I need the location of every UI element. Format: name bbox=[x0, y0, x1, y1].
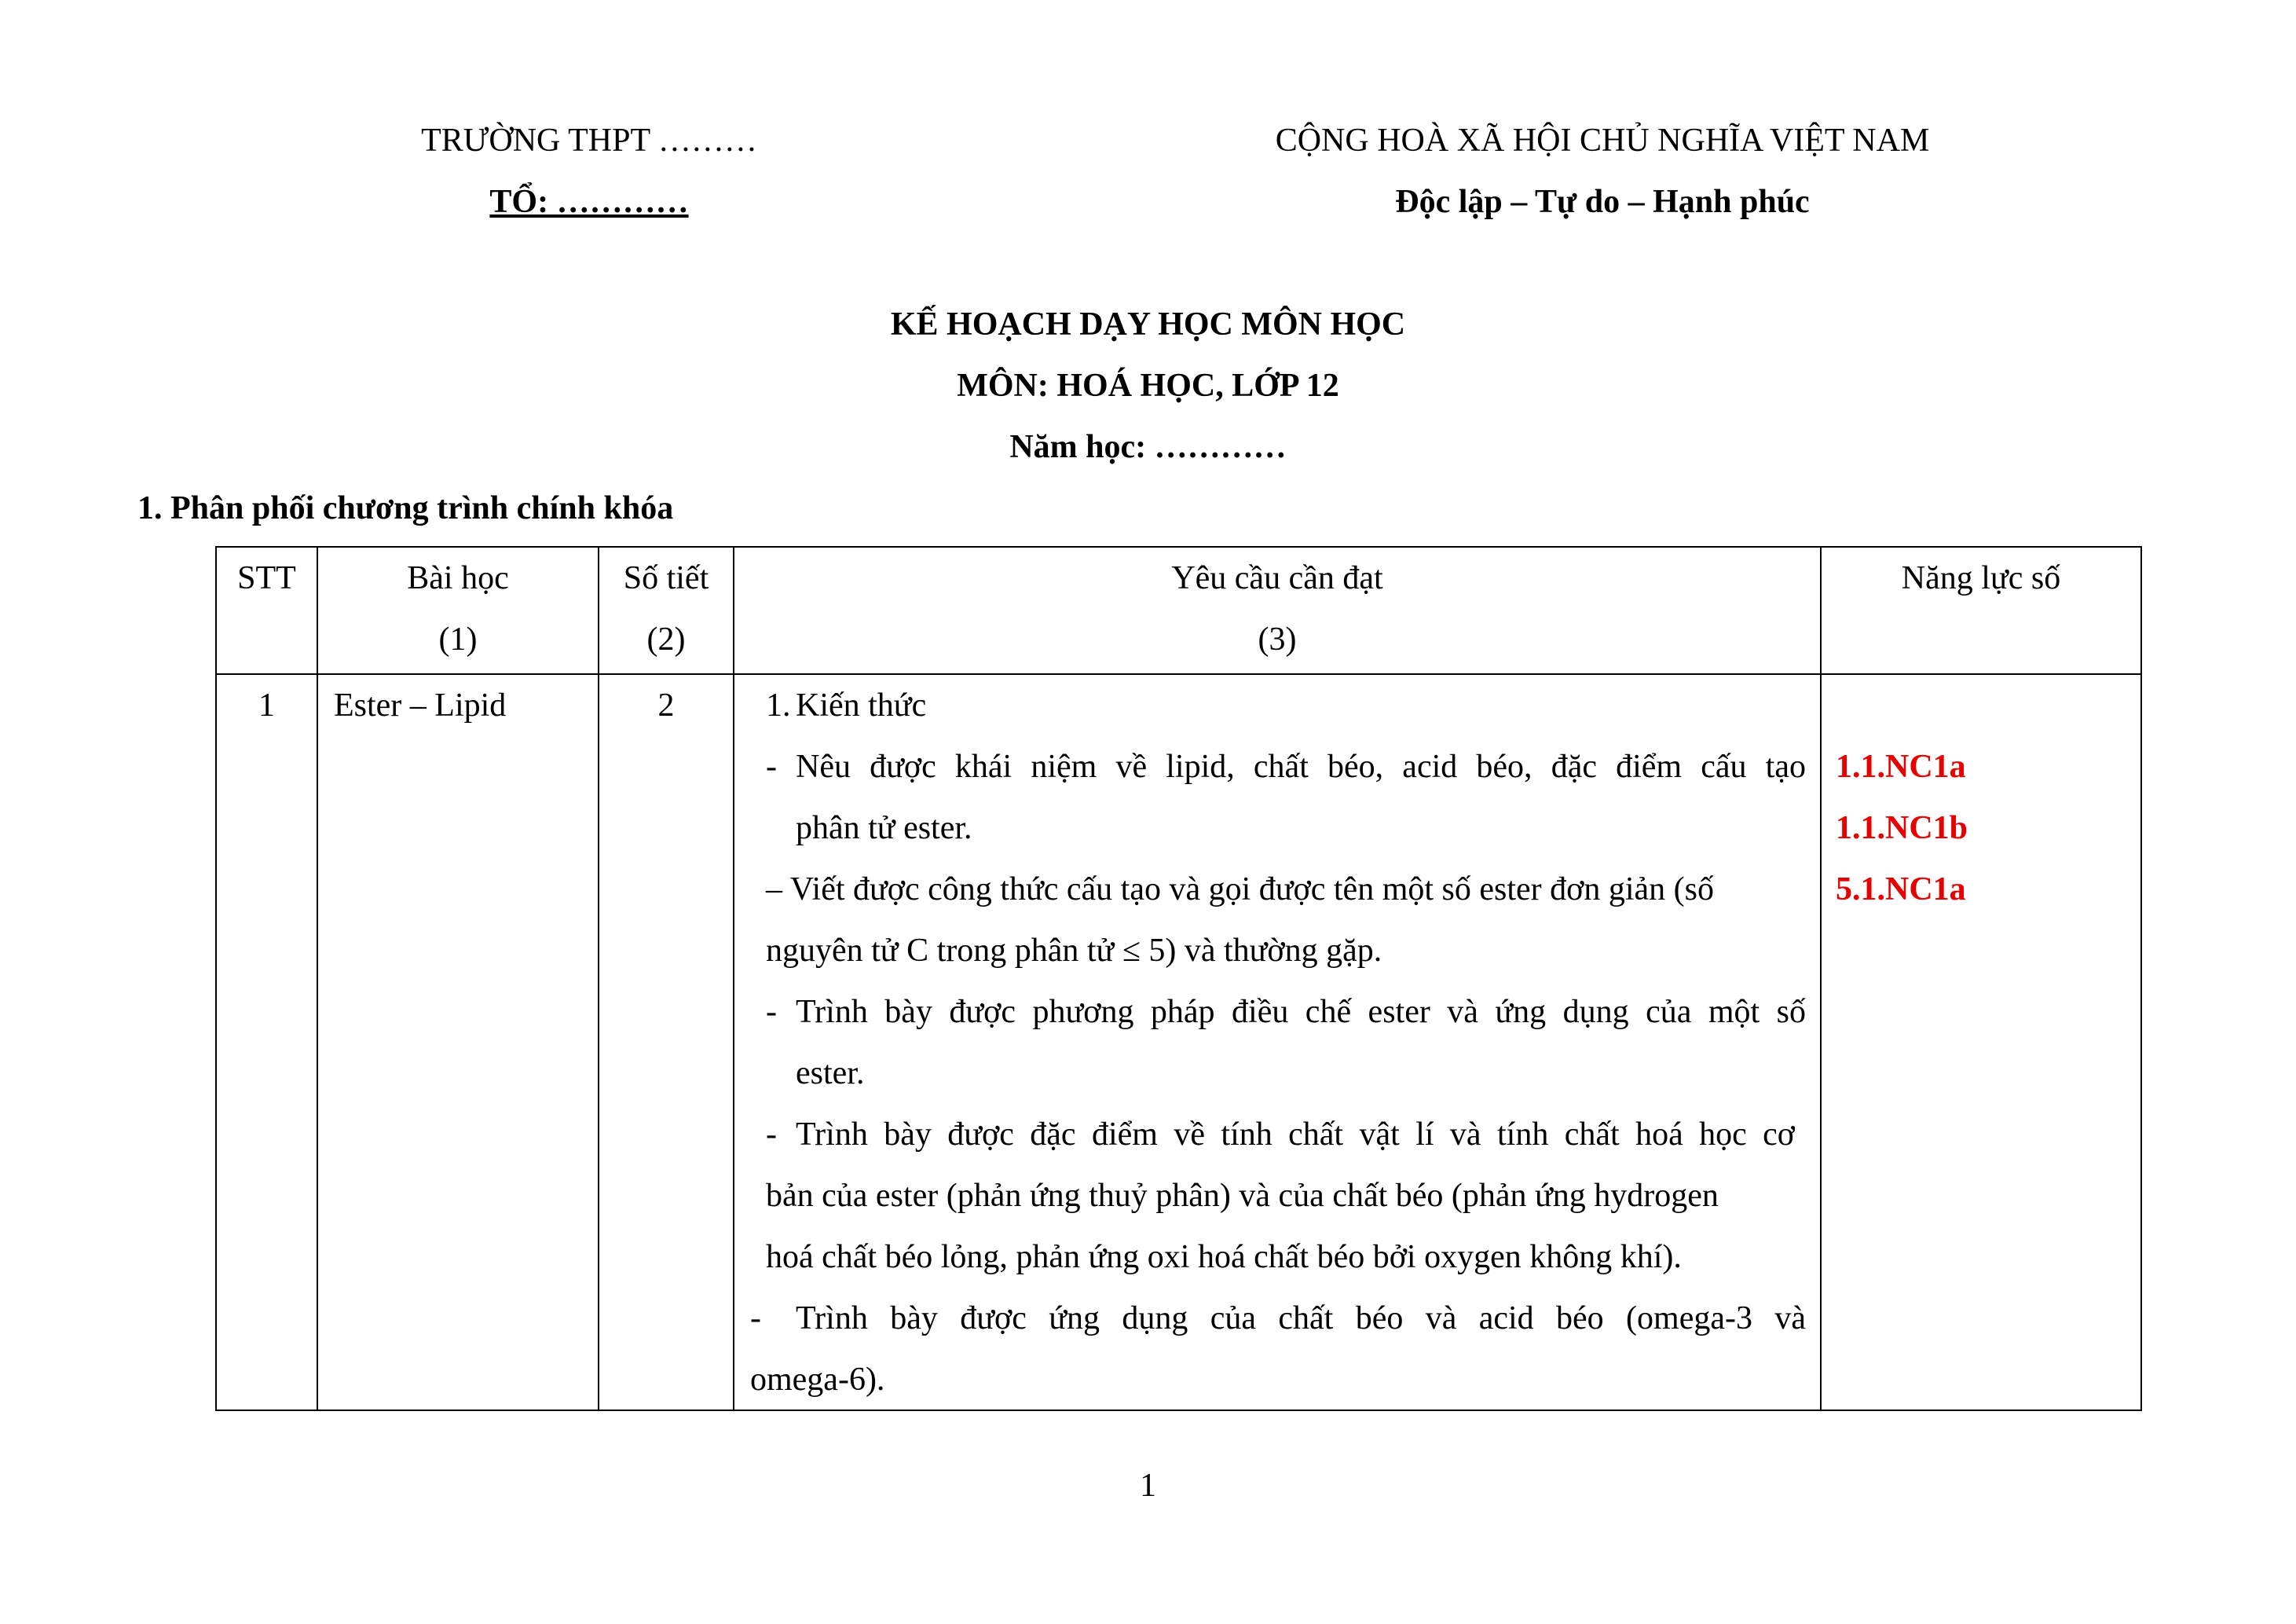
page-number: 1 bbox=[1140, 1468, 1156, 1504]
requirements-block bbox=[734, 675, 1820, 1410]
header-requirements-label: Yêu cầu cần đạt bbox=[1171, 560, 1383, 596]
header-periods-label: Số tiết bbox=[623, 560, 709, 596]
country-name: CỘNG HOÀ XÃ HỘI CHỦ NGHĨA VIỆT NAM bbox=[1275, 123, 1930, 159]
cell-stt bbox=[216, 674, 317, 1410]
req-line: Trình bày được ứng dụng của chất béo và acid béo (omega-3 và bbox=[796, 1300, 1806, 1336]
req-heading-number: 1. bbox=[766, 687, 791, 724]
cell-digital bbox=[1821, 674, 2141, 1410]
req-line: phân tử ester. bbox=[796, 810, 972, 846]
req-line: omega-6). bbox=[750, 1362, 885, 1398]
req-line: Trình bày được đặc điểm về tính chất vật lí và tính chất hoá học cơ bbox=[796, 1116, 1795, 1153]
subject-title: MÔN: HOÁ HỌC, LỚP 12 bbox=[957, 368, 1339, 404]
bullet-dash: - bbox=[766, 994, 777, 1030]
school-year: Năm học: ………… bbox=[1009, 429, 1287, 465]
section-heading: 1. Phân phối chương trình chính khóa bbox=[137, 490, 674, 526]
cell-requirements bbox=[734, 674, 1821, 1410]
curriculum-table bbox=[215, 546, 2142, 1411]
req-line: bản của ester (phản ứng thuỷ phân) và của chất béo (phản ứng hydrogen bbox=[766, 1178, 1719, 1214]
row-stt: 1 bbox=[258, 687, 275, 724]
header-periods-number: (2) bbox=[646, 621, 686, 658]
header-periods bbox=[599, 547, 734, 674]
document-title: KẾ HOẠCH DẠY HỌC MÔN HỌC bbox=[890, 306, 1406, 343]
header-digital bbox=[1821, 547, 2141, 674]
req-line: – Viết được công thức cấu tạo và gọi được tên một số ester đơn giản (số bbox=[766, 871, 1715, 907]
cell-lesson bbox=[317, 674, 599, 1410]
header-lesson-number: (1) bbox=[438, 621, 478, 658]
req-line: hoá chất béo lỏng, phản ứng oxi hoá chất béo bởi oxygen không khí). bbox=[766, 1239, 1682, 1275]
team-label: TỔ: ………… bbox=[489, 184, 689, 220]
req-line: Trình bày được phương pháp điều chế ester và ứng dụng của một số bbox=[796, 994, 1806, 1030]
national-motto: Độc lập – Tự do – Hạnh phúc bbox=[1395, 184, 1810, 220]
table-header-row bbox=[216, 547, 2141, 674]
req-line: Nêu được khái niệm về lipid, chất béo, acid béo, đặc điểm cấu tạo bbox=[796, 749, 1806, 785]
digital-codes bbox=[1822, 675, 2140, 920]
digital-code: 1.1.NC1b bbox=[1836, 810, 1968, 846]
team-name bbox=[353, 185, 825, 218]
header-lesson bbox=[317, 547, 599, 674]
header-stt-label: STT bbox=[237, 560, 296, 596]
bullet-dash: - bbox=[750, 1300, 761, 1336]
row-lesson: Ester – Lipid bbox=[334, 687, 507, 724]
req-line: ester. bbox=[796, 1055, 865, 1091]
header-requirements bbox=[734, 547, 1821, 674]
header-requirements-number: (3) bbox=[1258, 621, 1297, 658]
header-lesson-label: Bài học bbox=[407, 560, 509, 596]
digital-spacer bbox=[1836, 675, 2140, 736]
digital-code: 1.1.NC1a bbox=[1836, 749, 1966, 785]
req-heading: Kiến thức bbox=[796, 687, 927, 724]
header-digital-label: Năng lực số bbox=[1901, 560, 2061, 596]
row-periods: 2 bbox=[657, 687, 675, 724]
digital-code: 5.1.NC1a bbox=[1836, 871, 1966, 907]
table-row bbox=[216, 674, 2141, 1410]
header-stt bbox=[216, 547, 317, 674]
cell-periods bbox=[599, 674, 734, 1410]
bullet-dash: - bbox=[766, 749, 777, 785]
school-name: TRƯỜNG THPT ……… bbox=[421, 123, 757, 159]
bullet-dash: - bbox=[766, 1116, 777, 1153]
req-line: nguyên tử C trong phân tử ≤ 5) và thường gặp. bbox=[766, 933, 1382, 969]
